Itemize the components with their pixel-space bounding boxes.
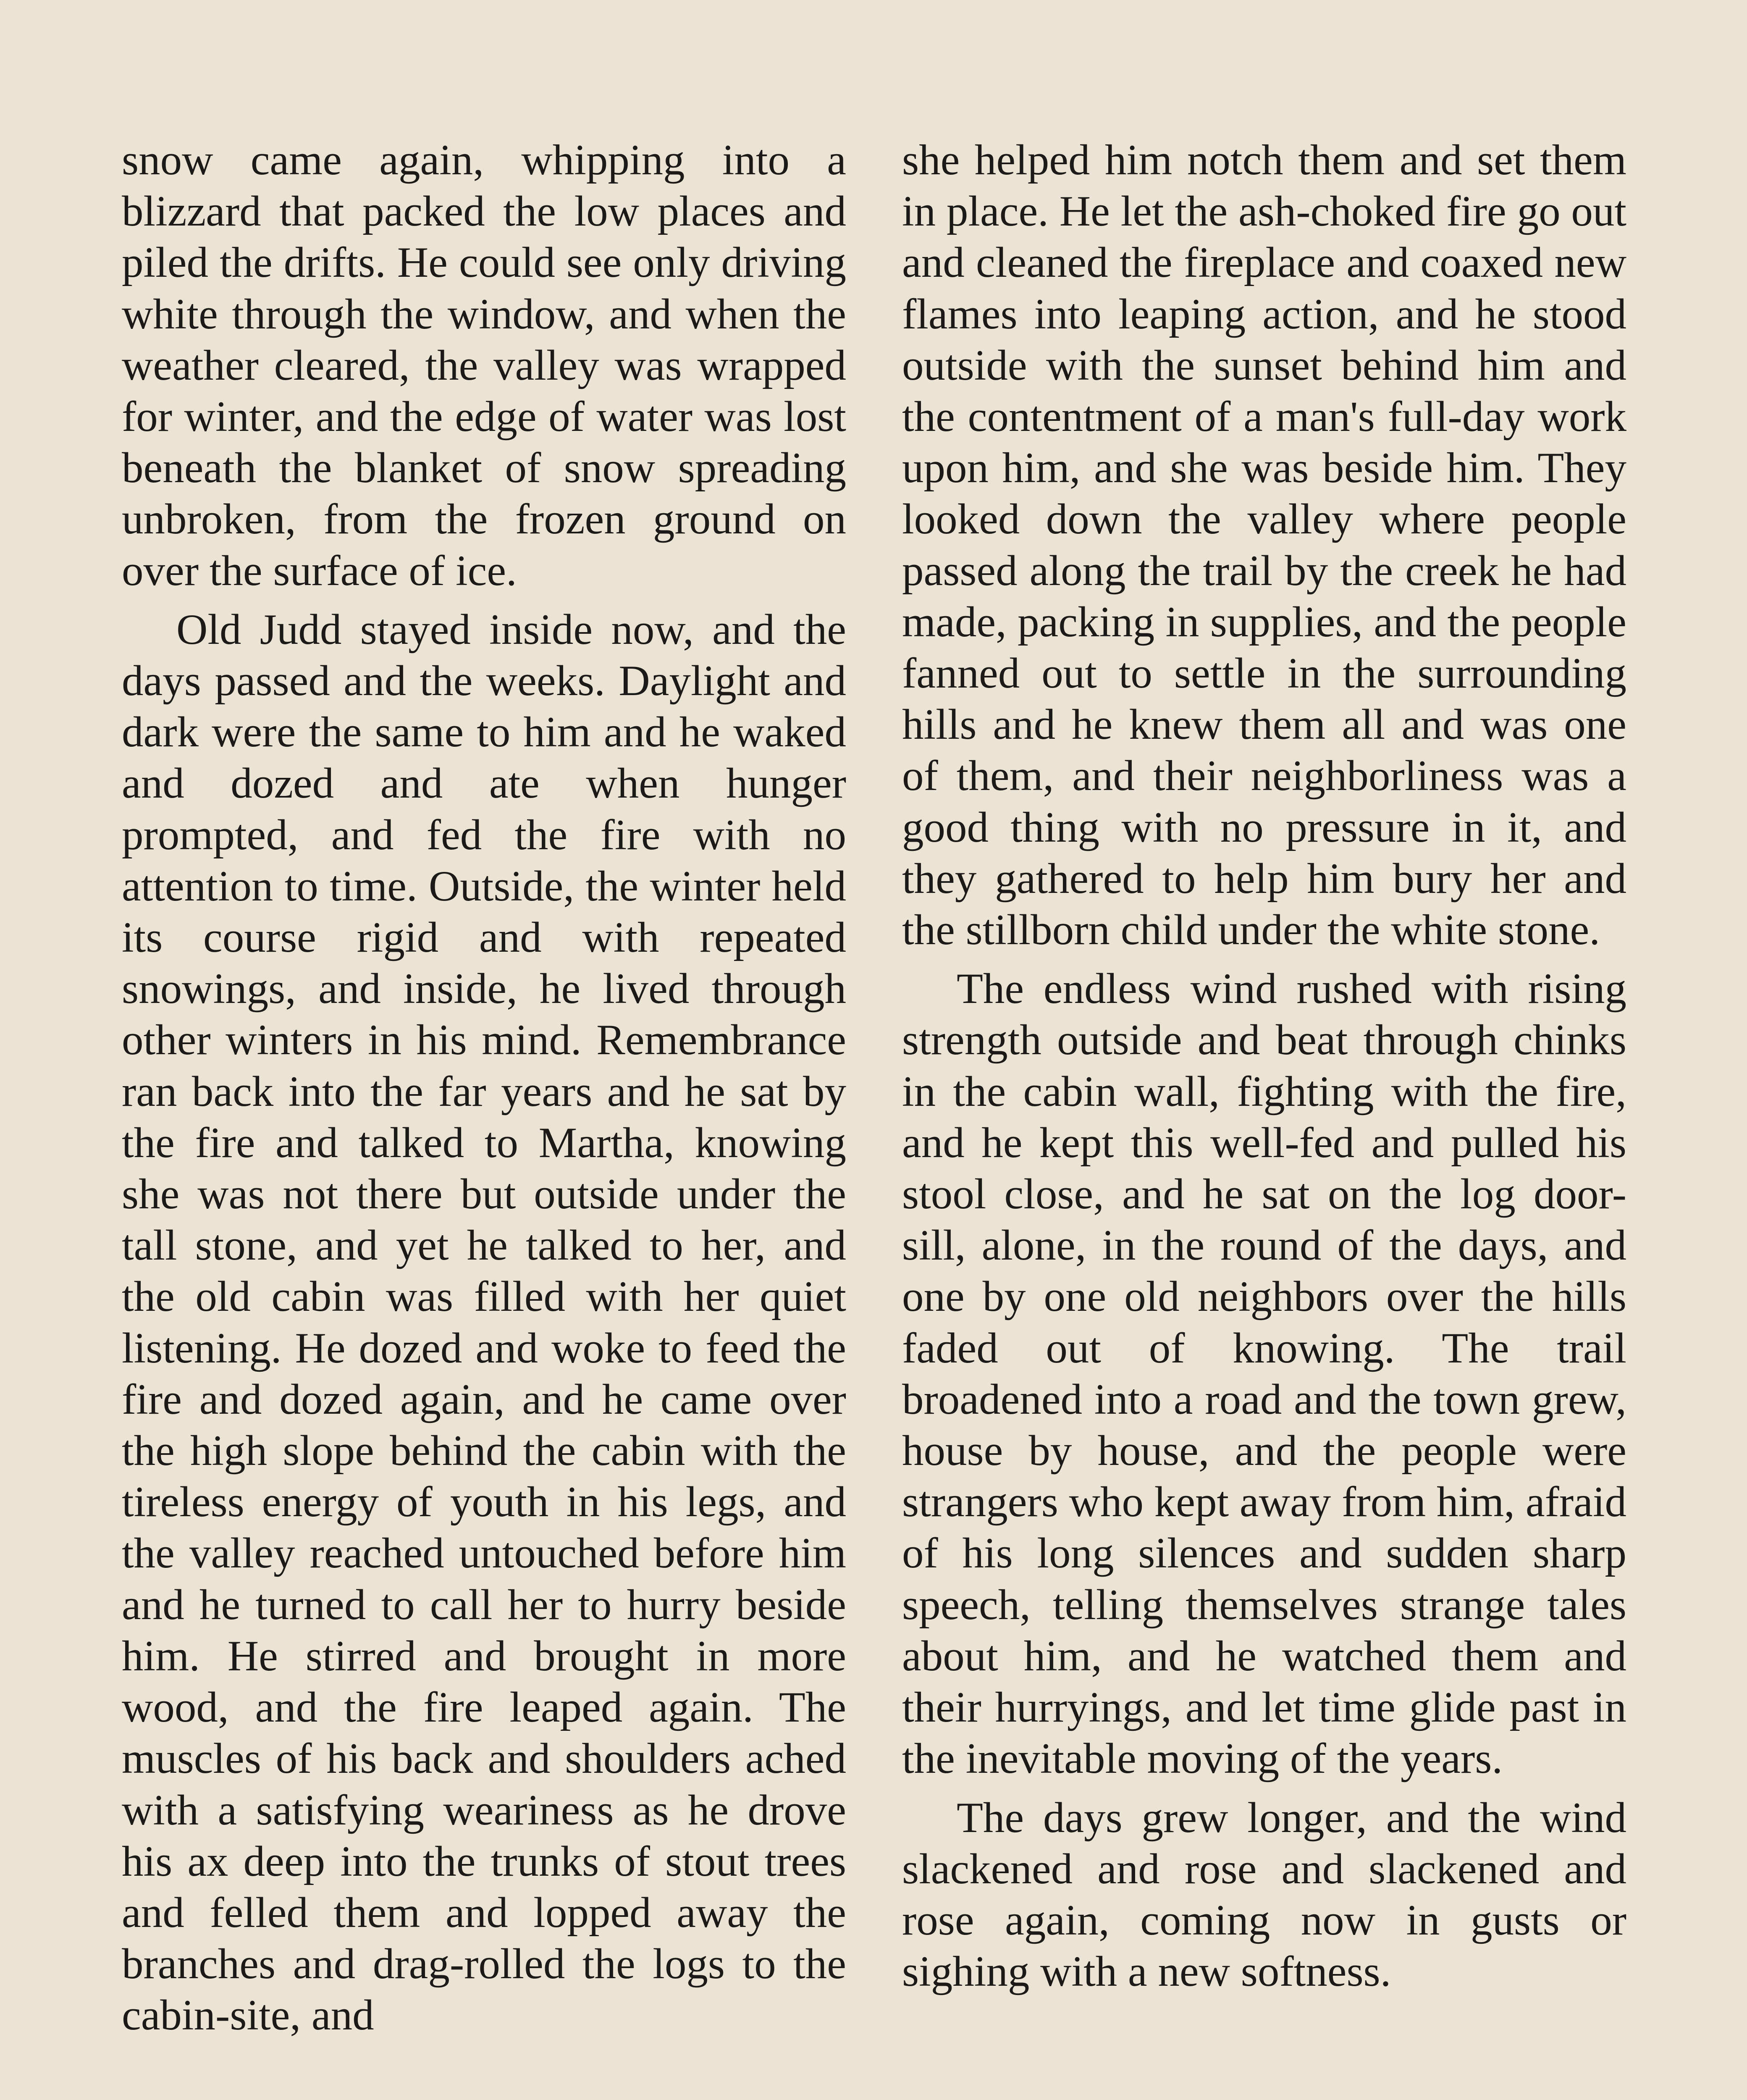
left-text-column [122, 134, 846, 2041]
paragraph: snow came again, whipping into a blizzard that packed the low places and piled the drifts. He could see only driving white through the window, and when the weather cleared, the valley was wrapped for winter, and the edge of water was lost beneath the blanket of snow spreading unbroken, from the frozen ground on over the surface of ice. [122, 136, 846, 595]
paragraph: Old Judd stayed inside now, and the days passed and the weeks. Daylight and dark were the same to him and he waked and dozed and ate when hunger prompted, and fed the fire with no attention to time. Outside, the winter held its course rigid and with repeated snowings, and inside, he lived through other winters in his mind. Remembrance ran back into the far years and he sat by the fire and talked to Martha, knowing she was not there but outside under the tall stone, and yet he talked to her, and the old cabin was filled with her quiet listening. He dozed and woke to feed the fire and dozed again, and he came over the high slope behind the cabin with the tireless energy of youth in his legs, and the valley reached untouched before him and he turned to call her to hurry beside him. He stirred and brought in more wood, and the fire leaped again. The muscles of his back and shoulders ached with a satisfying weariness as he drove his ax deep into the trunks of stout trees and felled them and lopped away the branches and drag-rolled the logs to the cabin-site, and [122, 605, 846, 2040]
paragraph: The days grew longer, and the wind slackened and rose and slackened and rose again, coming now in gusts or sighing with a new softness. [902, 1793, 1626, 1996]
right-text-column [902, 134, 1626, 1997]
paragraph: The endless wind rushed with rising strength outside and beat through chinks in the cabin wall, fighting with the fire, and he kept this well-fed and pulled his stool close, and he sat on the log door-sill, alone, in the round of the days, and one by one old neighbors over the hills faded out of knowing. The trail broadened into a road and the town grew, house by house, and the people were strangers who kept away from him, afraid of his long silences and sudden sharp speech, telling themselves strange tales about him, and he watched them and their hurryings, and let time glide past in the inevitable moving of the years. [902, 965, 1626, 1783]
paragraph: she helped him notch them and set them in place. He let the ash-choked fire go out and cleaned the fireplace and coaxed new flames into leaping action, and he stood outside with the sunset behind him and the contentment of a man's full-day work upon him, and she was beside him. They looked down the valley where people passed along the trail by the creek he had made, packing in supplies, and the people fanned out to settle in the surrounding hills and he knew them all and was one of them, and their neighborliness was a good thing with no pressure in it, and they gathered to help him bury her and the stillborn child under the white stone. [902, 136, 1626, 954]
